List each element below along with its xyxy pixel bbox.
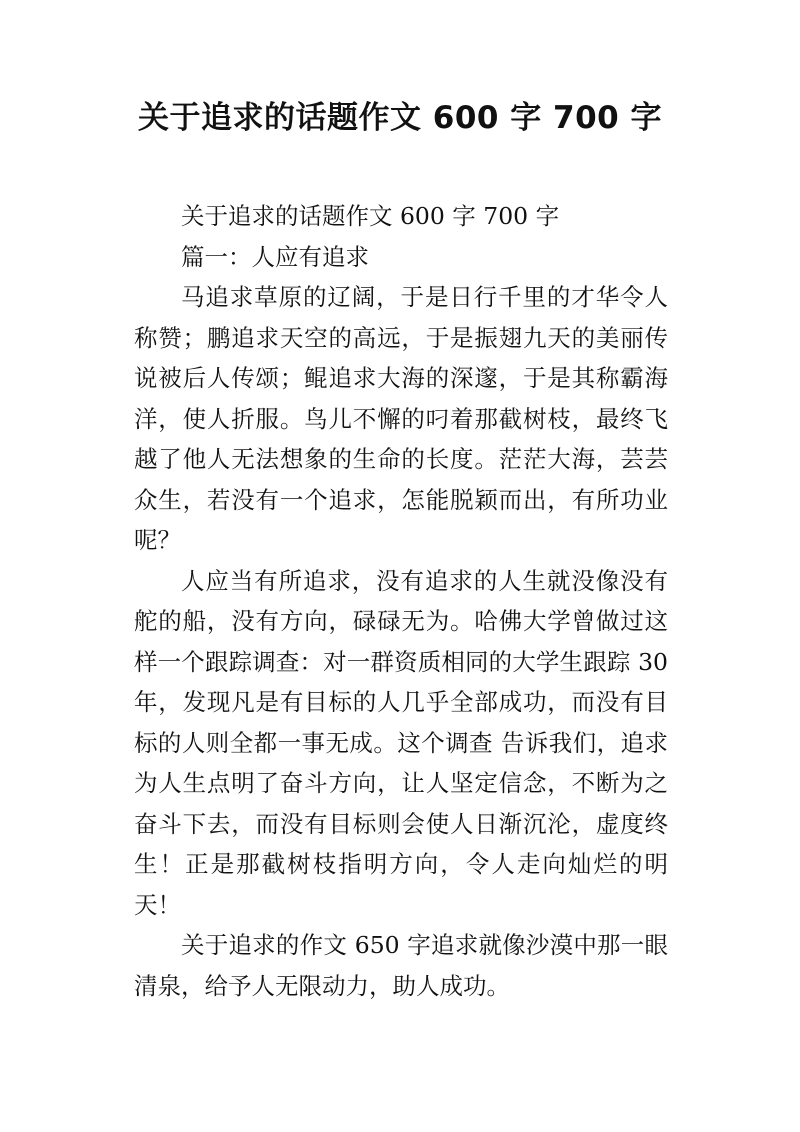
body-paragraph-3: 关于追求的作文 650 字追求就像沙漠中那一眼清泉，给予人无限动力，助人成功。 bbox=[134, 931, 668, 1000]
body-paragraph-2: 人应当有所追求，没有追求的人生就没像没有舵的船，没有方向，碌碌无为。哈佛大学曾做过这样一个跟踪调查：对一群资质相同的大学生跟踪 30 年，发现凡是有目标的人几乎全部成功，而没有目标的人则全都一事无成。这个调查 告诉我们，追求为人生点明了奋斗方向，让人坚定信念，不断为之奋斗下去，而没有目标则会使人日渐沉沦，虚度终生！正是那截树枝指明方向，令人走向灿烂的明天！ bbox=[134, 566, 668, 919]
document-title: 关于追求的话题作文 600 字 700 字 bbox=[137, 100, 663, 136]
body-paragraph-1: 马追求草原的辽阔，于是日行千里的才华令人称赞；鹏追求天空的高远，于是振翅九天的美丽传说被后人传颂；鲲追求大海的深邃，于是其称霸海洋，使人折服。鸟儿不懈的叼着那截树枝，最终飞越了他人无法想象的生命的长度。茫茫大海，芸芸众生，若没有一个追求，怎能脱颖而出，有所功业呢？ bbox=[134, 283, 668, 554]
section-heading: 篇一：人应有追求 bbox=[181, 242, 369, 271]
subtitle-paragraph: 关于追求的话题作文 600 字 700 字 bbox=[181, 202, 560, 230]
document-body bbox=[134, 196, 668, 1006]
